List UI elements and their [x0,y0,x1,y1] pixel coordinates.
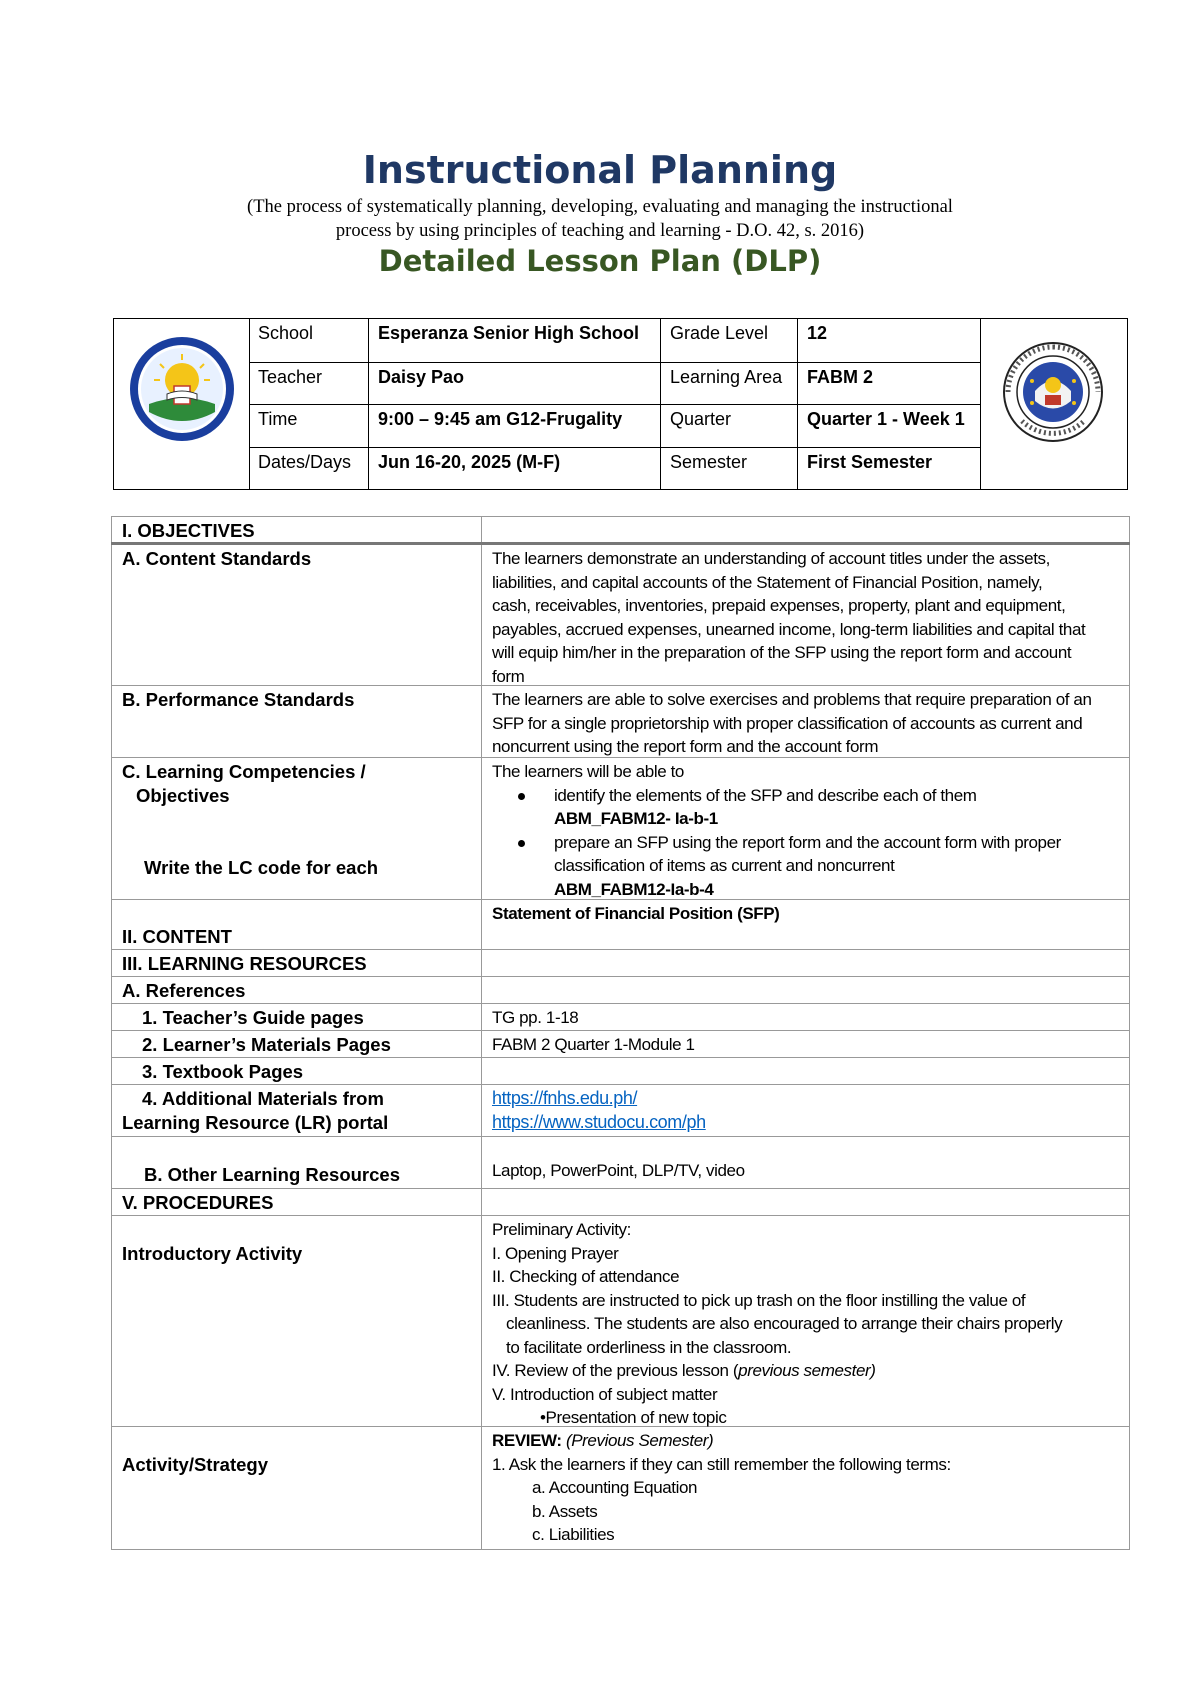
text-line: payables, accrued expenses, unearned income, long-term liabilities and capital that [492,619,1086,639]
bullet-icon [518,840,525,847]
table-row [111,1004,1130,1031]
page-subtitle [150,195,1050,243]
lesson-plan-table [111,516,1130,1550]
left-logo-cell [114,319,250,489]
text-line: noncurrent using the report form and the account form [492,737,879,756]
text-line: will equip him/her in the preparation of the SFP using the report form and account [492,643,1072,662]
school-value: Esperanza Senior High School [369,319,661,362]
competency-text: classification of items as current and noncurrent [554,856,895,875]
table-row [111,900,1130,950]
content-value: Statement of Financial Position (SFP) [482,900,1130,949]
fnhs-link[interactable]: https://fnhs.edu.ph/ [492,1088,638,1108]
bullet-icon [518,793,525,800]
text-line: V. Introduction of subject matter [492,1384,718,1404]
list-item [554,831,1119,855]
text-line: The learners will be able to [492,762,684,781]
list-item [554,784,1119,808]
learning-resources-heading: III. LEARNING RESOURCES [111,950,482,976]
time-value: 9:00 – 9:45 am G12-Frugality [369,405,661,447]
subtitle-line: (The process of systematically planning, developing, evaluating and managing the instructional [247,197,953,217]
table-row [111,517,1130,545]
text-line [492,1359,1119,1383]
objectives-heading: I. OBJECTIVES [111,517,482,542]
text-span: (Previous Semester) [561,1431,714,1450]
text-line: Preliminary Activity: [492,1220,631,1239]
text-line: to facilitate orderliness in the classroom. [506,1337,792,1357]
content-label: II. CONTENT [111,900,482,949]
text-line: cash, receivables, inventories, prepaid expenses, property, plant and equipment, [492,596,1066,615]
text-line: b. Assets [532,1501,598,1521]
competency-text: prepare an SFP using the report form and the account form with proper [554,832,1061,852]
learning-area-value: FABM 2 [807,367,874,387]
competency-code: ABM_FABM12- Ia-b-1 [554,809,718,828]
table-row [111,950,1130,977]
text-line: 4. Additional Materials from [142,1088,384,1109]
semester-label: Semester [661,448,798,490]
procedures-heading: V. PROCEDURES [111,1189,482,1215]
text-line: C. Learning Competencies / [122,761,366,782]
teacher-label: Teacher [249,363,369,404]
quarter-label: Quarter [661,405,798,447]
text-line: c. Liabilities [532,1525,615,1544]
introductory-activity-label: Introductory Activity [111,1216,482,1426]
text-span: IV. Review of the previous lesson ( [492,1361,739,1380]
table-row [111,1058,1130,1085]
empty-cell [482,1058,1130,1084]
learning-area-label: Learning Area [661,363,798,404]
subtitle-line: process by using principles of teaching and learning - D.O. 42, s. 2016) [335,221,865,241]
text-span: REVIEW: [492,1431,562,1450]
header-row [249,405,981,448]
time-label: Time [249,405,369,447]
table-row [111,545,1130,686]
table-row [111,977,1130,1004]
text-line: 1. Ask the learners if they can still remember the following terms: [492,1454,951,1474]
school-seal-icon [127,334,237,444]
page-title: Instructional Planning [362,148,838,192]
performance-standards-value [482,686,1130,757]
text-line: The learners are able to solve exercises and problems that require preparation of an [492,690,1092,709]
grade-level-value: 12 [807,323,828,343]
header-row [249,448,981,490]
header-row [249,319,981,363]
text-line: form [492,666,525,686]
competency-code: ABM_FABM12-Ia-b-4 [554,879,714,899]
activity-strategy-label: Activity/Strategy [111,1427,482,1549]
school-label: School [249,319,369,362]
table-row [111,686,1130,758]
text-line: liabilities, and capital accounts of the Statement of Financial Position, namely, [492,572,1043,592]
content-standards-label: A. Content Standards [111,545,482,685]
text-line: a. Accounting Equation [532,1478,698,1497]
text-line: •Presentation of new topic [540,1408,727,1427]
table-row [111,1216,1130,1427]
learning-competencies-label [111,758,482,899]
text-line: cleanliness. The students are also encouraged to arrange their chairs properly [506,1314,1063,1333]
introductory-activity-value [482,1216,1130,1426]
empty-cell [482,517,1130,542]
textbook-pages-label: 3. Textbook Pages [111,1058,482,1084]
table-row [111,758,1130,900]
additional-materials-value [482,1085,1130,1136]
references-label: A. References [111,977,482,1003]
grade-level-label: Grade Level [661,319,798,362]
text-span: previous semester) [738,1361,876,1380]
dates-value: Jun 16-20, 2025 (M-F) [369,448,661,490]
semester-value: First Semester [807,452,933,472]
table-row [111,1189,1130,1216]
text-line: III. Students are instructed to pick up trash on the floor instilling the value of [492,1290,1026,1310]
table-row [111,1085,1130,1137]
table-row [111,1137,1130,1189]
empty-cell [482,950,1130,976]
empty-cell [482,977,1130,1003]
teacher-value: Daisy Pao [369,363,661,404]
additional-materials-label [111,1085,482,1136]
text-line: Learning Resource (LR) portal [122,1112,389,1133]
performance-standards-label: B. Performance Standards [111,686,482,757]
content-standards-value [482,545,1130,685]
empty-cell [482,1189,1130,1215]
text-line: II. Checking of attendance [492,1267,680,1286]
quarter-value: Quarter 1 - Week 1 [807,409,965,429]
studocu-link[interactable]: https://www.studocu.com/ph [492,1111,706,1132]
competency-list [492,784,1119,902]
table-row [111,1031,1130,1058]
learners-materials-label: 2. Learner’s Materials Pages [111,1031,482,1057]
department-of-education-seal-icon [1002,341,1104,443]
right-logo-cell [980,319,1127,489]
lc-code-note: Write the LC code for each [144,857,379,878]
other-resources-value: Laptop, PowerPoint, DLP/TV, video [482,1137,1130,1188]
text-line: The learners demonstrate an understanding of account titles under the assets, [492,549,1050,568]
header-info-table [113,318,1128,490]
header-row [249,363,981,405]
header-grid [249,319,981,489]
text-line: I. Opening Prayer [492,1243,619,1263]
learning-competencies-value [482,758,1130,899]
teachers-guide-value: TG pp. 1-18 [482,1004,1130,1030]
activity-strategy-value [482,1427,1130,1549]
text-line [492,1429,1119,1453]
dlp-title: Detailed Lesson Plan (DLP) [378,244,822,278]
learners-materials-value: FABM 2 Quarter 1-Module 1 [482,1031,1130,1057]
text-line: SFP for a single proprietorship with proper classification of accounts as current and [492,713,1083,733]
text-line: Objectives [136,785,230,806]
other-resources-label: B. Other Learning Resources [111,1137,482,1188]
competency-text: identify the elements of the SFP and describe each of them [554,785,977,805]
dates-label: Dates/Days [249,448,369,490]
table-row [111,1427,1130,1550]
teachers-guide-label: 1. Teacher’s Guide pages [111,1004,482,1030]
